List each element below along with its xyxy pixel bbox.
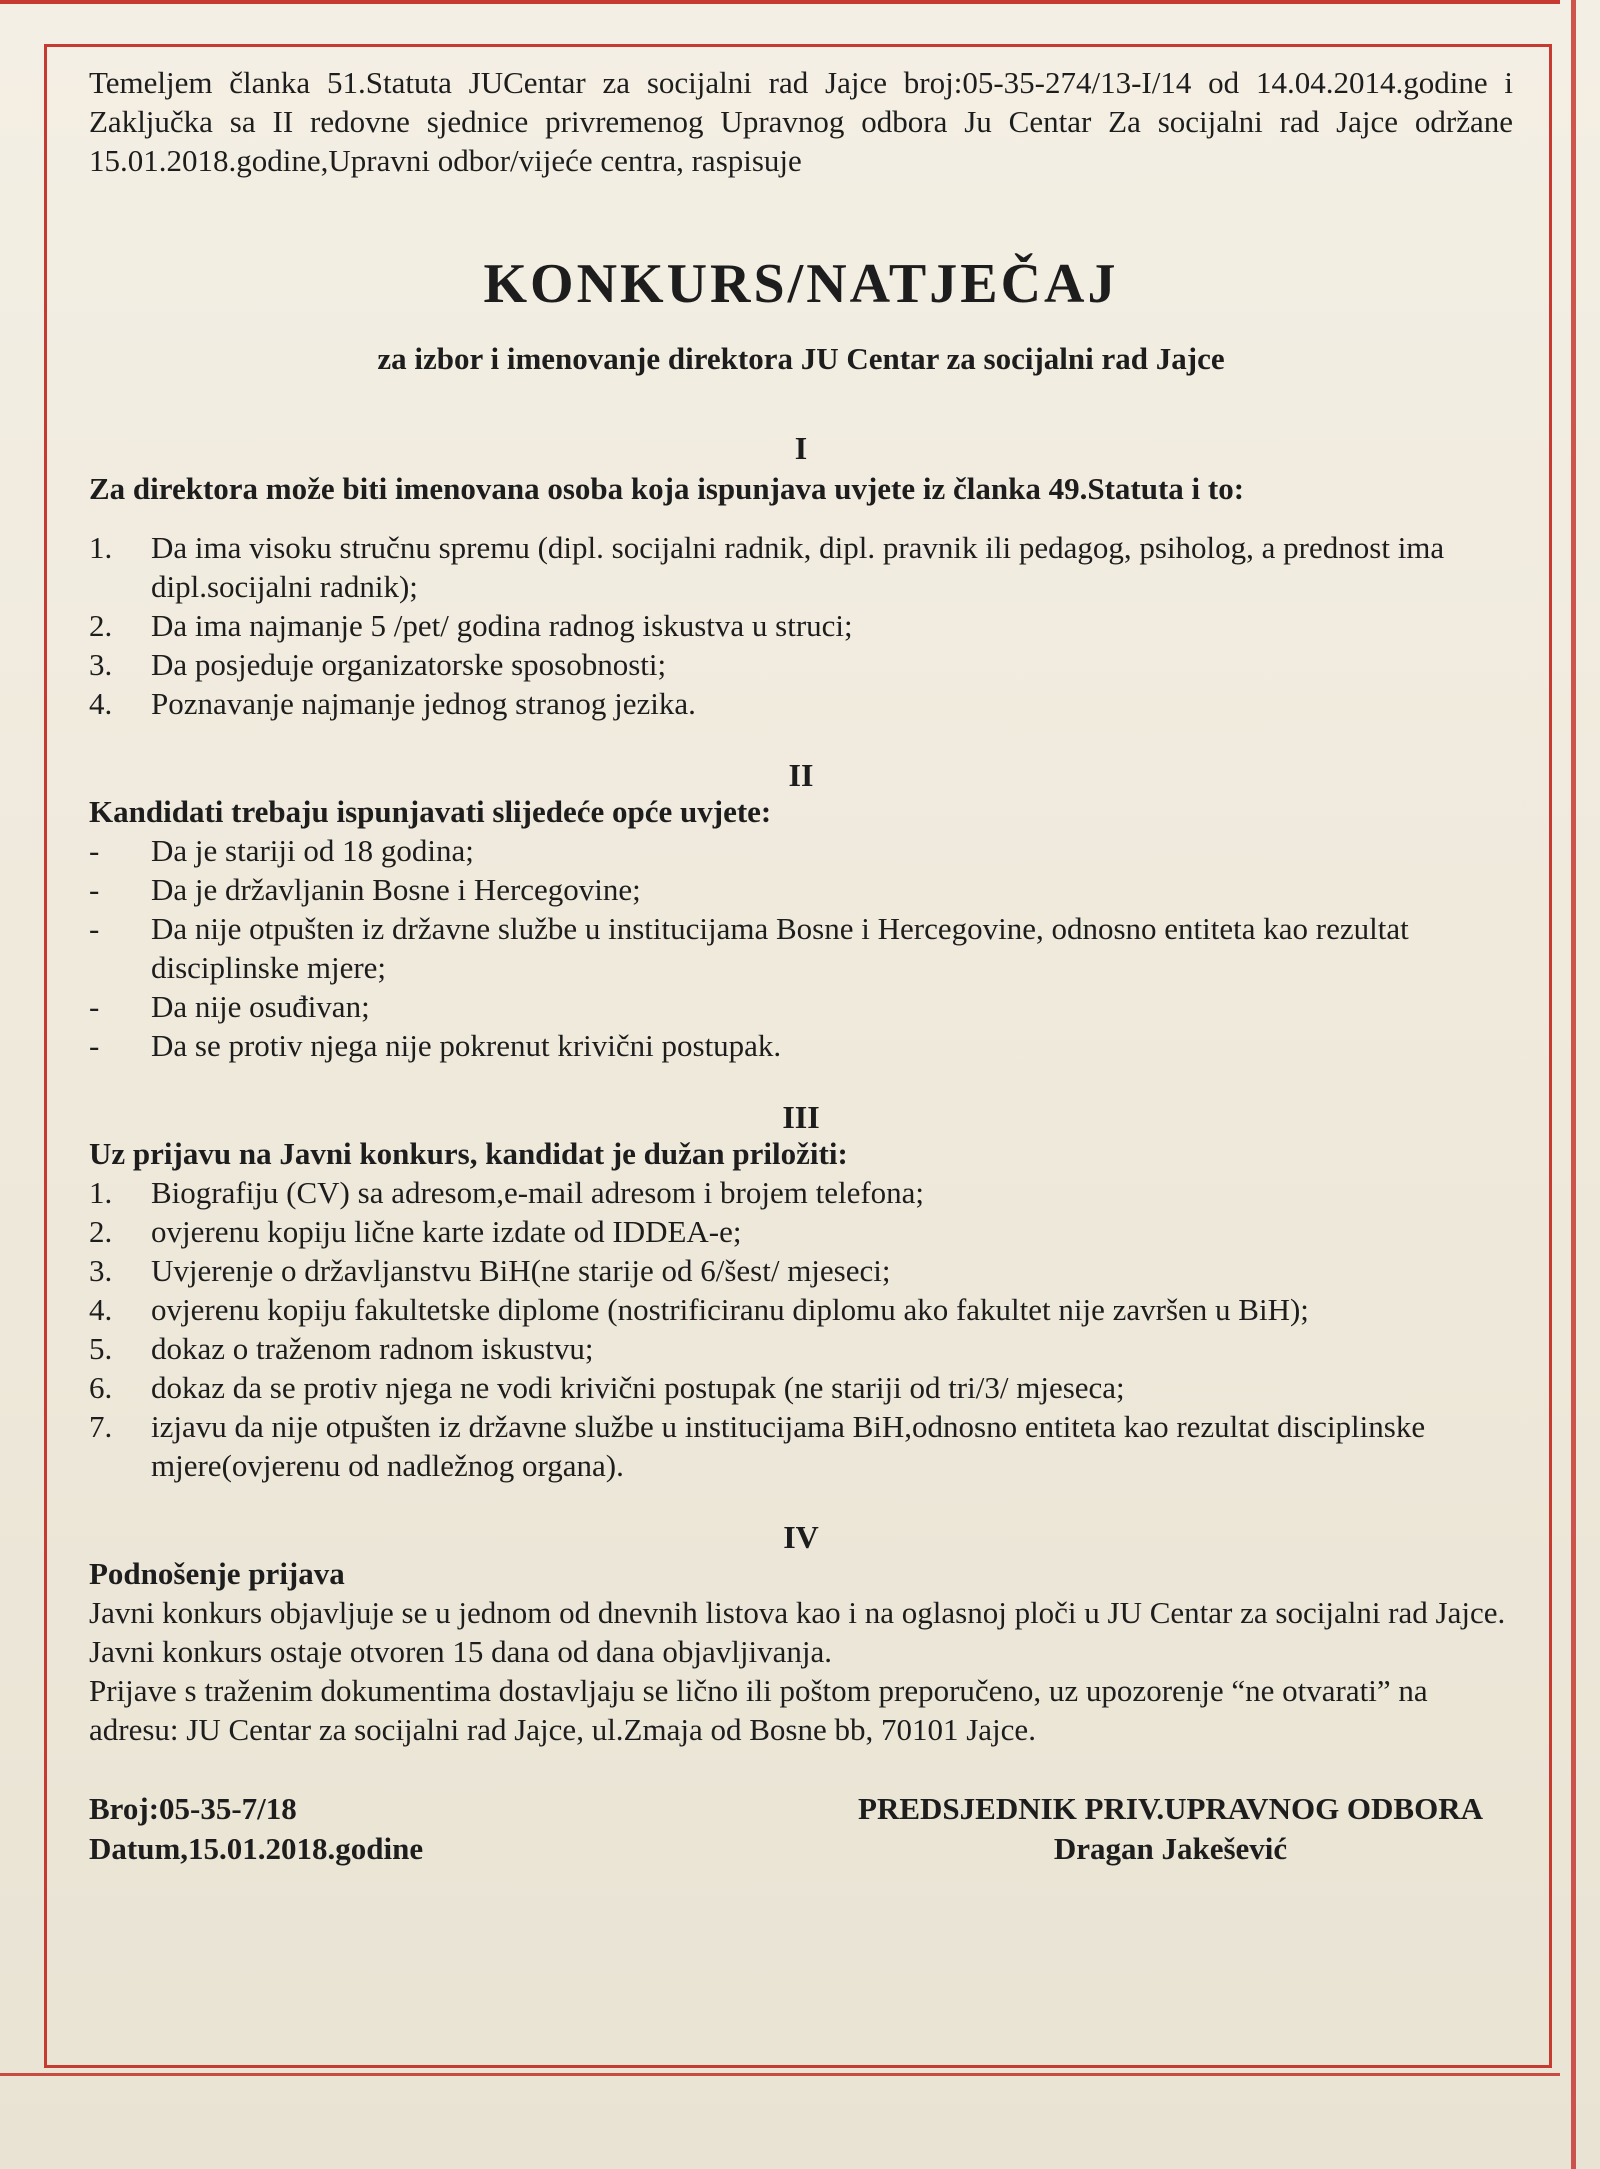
notice-content [89,63,1513,1885]
list-item: 4. Poznavanje najmanje jednog stranog jezika. [89,686,696,721]
section-heading: Podnošenje prijava [89,1556,345,1591]
section-number: I [794,430,808,466]
list-item: 2. Da ima najmanje 5 /pet/ godina radnog iskustva u struci; [89,608,853,643]
list-item: - Da je stariji od 18 godina; [89,833,474,868]
notice-subtitle: za izbor i imenovanje direktora JU Centar za socijalni rad Jajce [377,341,1225,376]
section-3 [89,1099,1513,1485]
section-number: IV [783,1519,819,1555]
list-item: 5. dokaz o traženom radnom iskustvu; [89,1331,594,1366]
list-item: 1. Biografiju (CV) sa adresom,e-mail adresom i brojem telefona; [89,1175,925,1210]
list-item: 6. dokaz da se protiv njega ne vodi krivični postupak (ne stariji od tri/3/ mjeseca; [89,1370,1125,1405]
section-heading: Uz prijavu na Javni konkurs, kandidat je dužan priložiti: [89,1136,848,1171]
notice-frame [44,44,1552,2068]
right-red-rule [1571,0,1576,2169]
list-item: 3. Da posjeduje organizatorske sposobnosti; [89,647,667,682]
top-red-rule [0,0,1560,4]
section-number: II [788,757,814,793]
signatory-title: PREDSJEDNIK PRIV.UPRAVNOG ODBORA [858,1791,1483,1826]
list-item: 1. Da ima visoku stručnu spremu (dipl. socijalni radnik, dipl. pravnik ili pedagog, psiholog, a prednost ima dipl.socijalni radnik); [89,530,1445,604]
signatory-name: Dragan Jakešević [1053,1831,1288,1866]
requirements-list [89,528,1513,723]
section-heading: Za direktora može biti imenovana osoba koja ispunjava uvjete iz članka 49.Statuta i to: [89,471,1245,506]
conditions-list [89,831,1513,1065]
section-1 [89,430,1513,723]
list-item: 2. ovjerenu kopiju lične karte izdate od IDDEA-e; [89,1214,742,1249]
list-item: - Da nije osuđivan; [89,989,370,1024]
list-item: 4. ovjerenu kopiju fakultetske diplome (nostrificiranu diplomu ako fakultet nije završen u BiH); [89,1292,1309,1327]
list-item: - Da se protiv njega nije pokrenut krivični postupak. [89,1028,782,1063]
list-item: - Da nije otpušten iz državne službe u institucijama Bosne i Hercegovine, odnosno entiteta kao rezultat disciplinske mjere; [89,911,1409,985]
list-item: - Da je državljanin Bosne i Hercegovine; [89,872,641,907]
submission-paragraph: Prijave s traženim dokumentima dostavljaju se lično ili poštom preporučeno, uz upozorenje “ne otvarati” na adresu: JU Centar za socijalni rad Jajce, ul.Zmaja od Bosne bb, 70101 Jajce. [89,1673,1428,1747]
section-heading: Kandidati trebaju ispunjavati slijedeće opće uvjete: [89,794,772,829]
section-2 [89,757,1513,1065]
list-item: 3. Uvjerenje o državljanstvu BiH(ne starije od 6/šest/ mjeseci; [89,1253,891,1288]
reference-date: Datum,15.01.2018.godine [89,1831,424,1866]
submission-paragraph: Javni konkurs ostaje otvoren 15 dana od dana objavljivanja. [89,1634,832,1669]
submission-paragraph: Javni konkurs objavljuje se u jednom od dnevnih listova kao i na oglasnoj ploči u JU Centar za socijalni rad Jajce. [89,1595,1506,1630]
section-number: III [782,1099,820,1135]
section-4 [89,1519,1513,1749]
intro-paragraph: Temeljem članka 51.Statuta JUCentar za socijalni rad Jajce broj:05-35-274/13-I/14 od 14.04.2014.godine i Zaključka sa II redovne sjednice privremenog Upravnog odbora Ju Centar Za socijalni rad Jajce održane 15.01.2018.godine,Upravni odbor/vijeće centra, raspisuje [89,65,1513,178]
notice-footer [89,1789,1513,1885]
reference-number: Broj:05-35-7/18 [89,1791,297,1826]
reference-block [89,1789,423,1869]
documents-list [89,1173,1513,1485]
list-item: 7. izjavu da nije otpušten iz državne službe u institucijama BiH,odnosno entiteta kao rezultat disciplinske mjere(ovjerenu od nadležnog organa). [89,1409,1426,1483]
signature-block [858,1789,1483,1869]
bottom-red-rule [0,2073,1560,2076]
notice-title: KONKURS/NATJEČAJ [483,253,1119,315]
